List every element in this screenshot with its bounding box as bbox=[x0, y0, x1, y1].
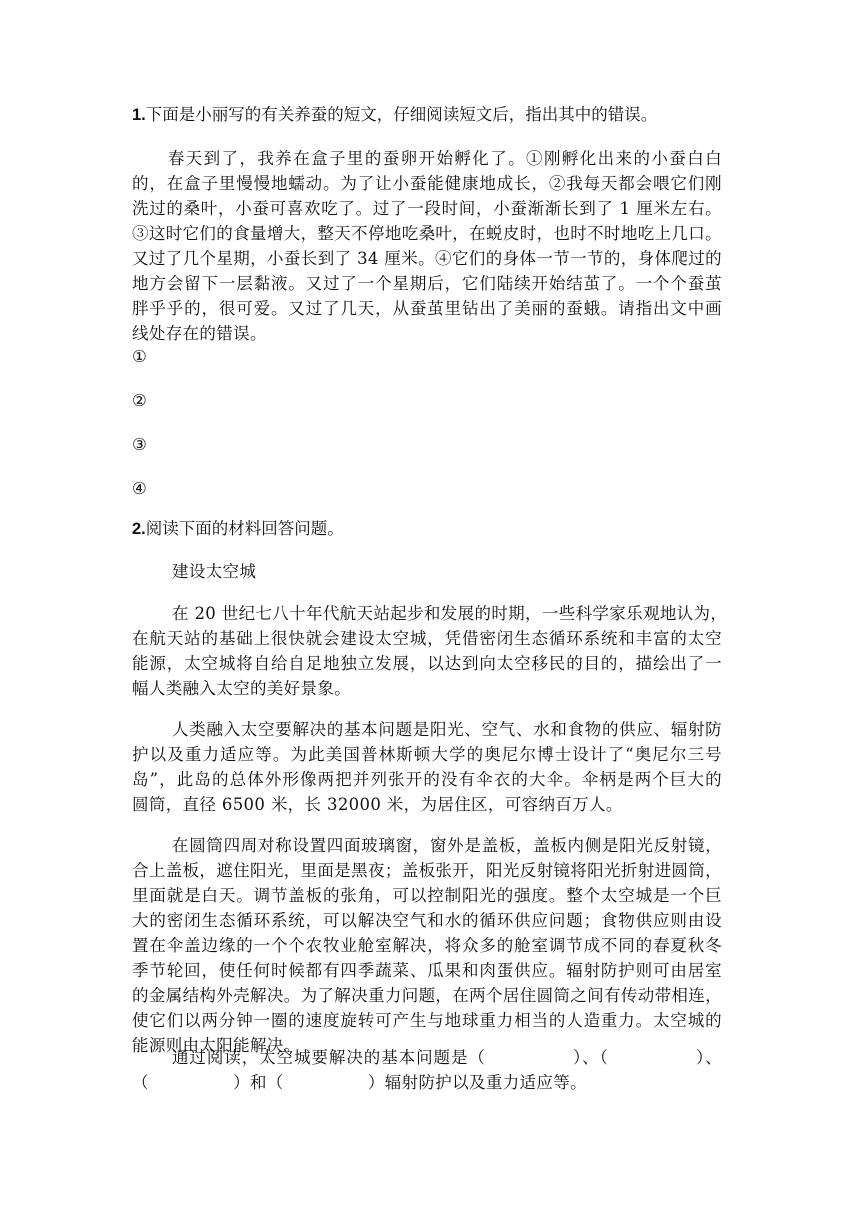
q1-passage-line: 春天到了，我养在盒子里的蚕卵开始孵化了。①刚孵化出来的小蚕白白 bbox=[132, 149, 722, 168]
q2-paragraph-1 bbox=[132, 601, 728, 701]
q2-number: 2. bbox=[132, 520, 146, 538]
q1-passage bbox=[132, 146, 722, 346]
q1-header bbox=[132, 102, 657, 128]
q2-paragraph-2 bbox=[132, 717, 722, 817]
q1-passage-line: ③这时它们的食量增大，整天不停地吃桑叶，在蜕皮时，也时不时地吃上几口。 bbox=[132, 224, 722, 243]
paragraph-line: 里面就是白天。调节盖板的张角，可以控制阳光的强度。整个太空城是一个巨 bbox=[132, 886, 722, 905]
paragraph-line: 在圆筒四周对称设置四面玻璃窗，窗外是盖板，盖板内侧是阳光反射镜， bbox=[172, 836, 722, 855]
paragraph-line: 岛”，此岛的总体外形像两把并列张开的没有伞衣的大伞。伞柄是两个巨大的 bbox=[132, 770, 722, 789]
paragraph-line: 大的密闭生态循环系统，可以解决空气和水的循环供应问题；食物供应则由设 bbox=[132, 911, 722, 930]
fill-in-line: （ ）和（ ）辐射防护以及重力适应等。 bbox=[132, 1073, 587, 1092]
q1-passage-line: 又过了几个星期，小蚕长到了 34 厘米。④它们的身体一节一节的，身体爬过的 bbox=[132, 249, 722, 268]
answer-marker-4: ④ bbox=[132, 479, 147, 498]
paragraph-line: 季节轮回，使任何时候都有四季蔬菜、瓜果和肉蛋供应。辐射防护则可由居室 bbox=[132, 961, 722, 980]
answer-marker-1: ① bbox=[132, 347, 147, 366]
answer-marker-2: ② bbox=[132, 391, 147, 410]
q1-prompt: 下面是小丽写的有关养蚕的短文，仔细阅读短文后，指出其中的错误。 bbox=[145, 105, 658, 124]
paragraph-line: 合上盖板，遮住阳光，里面是黑夜；盖板张开，阳光反射镜将阳光折射进圆筒， bbox=[132, 861, 722, 880]
q1-passage-line: 线处存在的错误。 bbox=[132, 324, 267, 343]
q1-passage-line: 的，在盒子里慢慢地蠕动。为了让小蚕能健康地成长，②我每天都会喂它们刚 bbox=[132, 174, 722, 193]
q1-answer-list bbox=[132, 344, 147, 501]
q1-number: 1. bbox=[132, 106, 146, 124]
q2-prompt: 阅读下面的材料回答问题。 bbox=[145, 519, 344, 538]
paragraph-line: 护以及重力适应等。为此美国普林斯顿大学的奥尼尔博士设计了“奥尼尔三号 bbox=[132, 745, 722, 764]
paragraph-line: 使它们以两分钟一圈的速度旋转可产生与地球重力相当的人造重力。太空城的 bbox=[132, 1011, 722, 1030]
q1-passage-line: 地方会留下一层黏液。又过了一个星期后，它们陆续开始结茧了。一个个蚕茧 bbox=[132, 274, 722, 293]
q2-article-title: 建设太空城 bbox=[172, 562, 257, 581]
paragraph-line: 能源，太空城将自给自足地独立发展，以达到向太空移民的目的，描绘出了一 bbox=[132, 654, 722, 673]
paragraph-line: 幅人类融入太空的美好景象。 bbox=[132, 679, 352, 698]
paragraph-line: 能源则由太阳能解决。 bbox=[132, 1036, 301, 1055]
paragraph-line: 人类融入太空要解决的基本问题是阳光、空气、水和食物的供应、辐射防 bbox=[172, 720, 722, 739]
paragraph-line: 在航天站的基础上很快就会建设太空城，凭借密闭生态循环系统和丰富的太空 bbox=[132, 629, 722, 648]
q1-passage-line: 洗过的桑叶，小蚕可喜欢吃了。过了一段时间，小蚕渐渐长到了 1 厘米左右。 bbox=[132, 199, 722, 218]
q1-passage-line: 胖乎乎的，很可爱。又过了几天，从蚕茧里钻出了美丽的蚕蛾。请指出文中画 bbox=[132, 299, 722, 318]
paragraph-line: 在 20 世纪七八十年代航天站起步和发展的时期，一些科学家乐观地认为， bbox=[172, 604, 728, 623]
paragraph-line: 的金属结构外壳解决。为了解决重力问题，在两个居住圆筒之间有传动带相连， bbox=[132, 986, 722, 1005]
q2-paragraph-3 bbox=[132, 833, 722, 1058]
answer-marker-3: ③ bbox=[132, 435, 147, 454]
fill-in-line: 通过阅读，太空城要解决的基本问题是（ ）、（ ）、 bbox=[172, 1048, 722, 1067]
paragraph-line: 圆筒，直径 6500 米，长 32000 米，为居住区，可容纳百万人。 bbox=[132, 795, 623, 814]
q2-fill-in-question bbox=[132, 1045, 722, 1095]
paragraph-line: 置在伞盖边缘的一个个农牧业舱室解决，将众多的舱室调节成不同的春夏秋冬 bbox=[132, 936, 722, 955]
q2-header bbox=[132, 516, 344, 542]
